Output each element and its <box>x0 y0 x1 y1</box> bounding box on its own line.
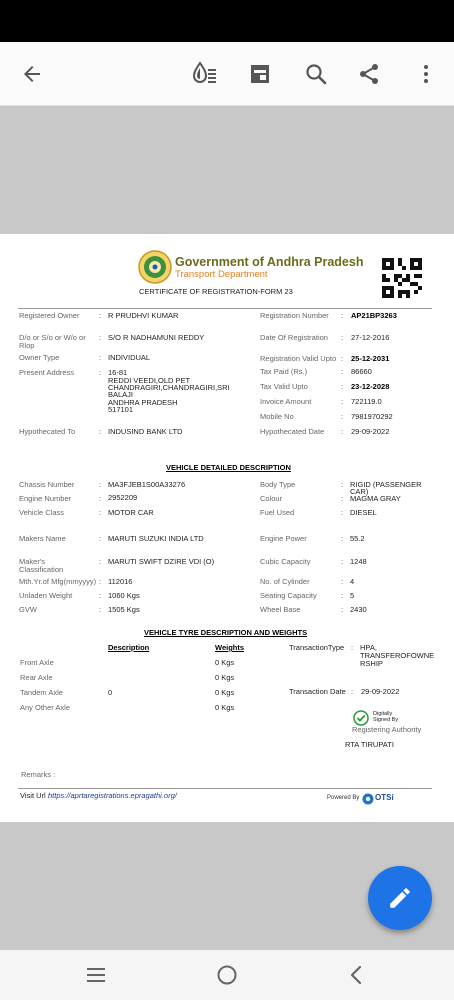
unladen-weight-label: Unladen Weight <box>19 591 73 600</box>
top-app-bar <box>0 42 454 106</box>
registered-owner-label: Registered Owner <box>19 311 80 320</box>
makers-name-value: MARUTI SUZUKI INDIA LTD <box>108 534 204 543</box>
chassis-value: MA3FJEB1S00A33276 <box>108 480 186 489</box>
otsi-logo-icon <box>362 792 374 804</box>
ap-emblem-icon <box>138 250 172 284</box>
registration-date-value: 27-12-2016 <box>351 333 390 342</box>
night-mode-icon[interactable] <box>186 56 222 92</box>
hypothecated-to-value: INDUSIND BANK LTD <box>108 427 183 436</box>
body-type-value-2: CAR) <box>350 487 369 496</box>
cubic-capacity-value: 1248 <box>350 557 367 566</box>
tax-paid-label: Tax Paid (Rs.) <box>260 367 308 376</box>
wheel-base-value: 2430 <box>350 605 367 614</box>
invoice-amount-label: Invoice Amount <box>260 397 312 406</box>
back-icon[interactable] <box>343 961 371 989</box>
mobile-value: 7981970292 <box>351 412 393 421</box>
recent-apps-icon[interactable] <box>82 961 110 989</box>
tax-valid-value: 23-12-2028 <box>351 382 390 391</box>
vehicle-section-title: VEHICLE DETAILED DESCRIPTION <box>166 463 291 472</box>
address-line: CHANDRAGIRI,CHANDRAGIRI,SRI <box>108 383 230 392</box>
axle-weight: 0 Kgs <box>215 703 235 712</box>
registration-date-label: Date Of Registration <box>260 333 328 342</box>
fuel-used-label: Fuel Used <box>260 508 295 517</box>
gvw-value: 1505 Kgs <box>108 605 140 614</box>
transaction-type-value-3: RSHIP <box>360 659 383 668</box>
rta-office-text: RTA TIRUPATI <box>345 740 394 749</box>
colour-label: Colour <box>260 494 283 503</box>
transaction-type-value: HPA, <box>360 643 377 652</box>
unladen-weight-value: 1060 Kgs <box>108 591 140 600</box>
engine-power-value: 55.2 <box>350 534 365 543</box>
transaction-type-label: TransactionType <box>289 643 345 652</box>
transaction-date-label: Transaction Date <box>289 687 346 696</box>
registering-authority-text: Registering Authority <box>352 725 422 734</box>
page-layout-icon[interactable] <box>242 56 278 92</box>
chassis-label: Chassis Number <box>19 480 75 489</box>
system-nav-bar <box>0 950 454 1000</box>
axle-label: Any Other Axle <box>20 703 71 712</box>
engine-number-label: Engine Number <box>19 494 72 503</box>
axle-label: Tandem Axle <box>20 688 63 697</box>
body-type-value: RIGID (PASSENGER <box>350 480 422 489</box>
valid-upto-value: 25-12-2031 <box>351 354 390 363</box>
address-line: 16-81 <box>108 368 128 377</box>
qr-code <box>382 258 422 298</box>
axle-weight: 0 Kgs <box>215 658 235 667</box>
otsi-logo-text: OTSi <box>375 793 394 802</box>
tax-paid-value: 86660 <box>351 367 372 376</box>
engine-number-value: 2952209 <box>108 493 138 502</box>
colour-value: MAGMA GRAY <box>350 494 401 503</box>
classification-value: MARUTI SWIFT DZIRE VDI (O) <box>108 557 215 566</box>
certificate-page: Government of Andhra Pradesh Transport Department CERTIFICATE OF REGISTRATION-FORM 23 Registered Owner : R PRUDHVI KUMAR D/o or S/o or W/o or Rlop : S/O R NADHAMUNI REDDY Owner Type : INDIVIDUAL Present Address : 16-81 REDDI VEEDI,OLD PET CHANDRAGIRI,CHANDRAGIRI,SRI BALAJI ANDHRA PRADESH 517101 Hypothecated To : INDUSIND BANK LTD Registration Number : AP21BP3263 Date Of Registration : 27-12-2016 Registration Valid Upto : 25-12-2031 Tax Paid (Rs.) : 86660 Tax Valid Upto : 23-12-2028 Invoice Amount : 722119.0 Mobile No : 7981970292 Hypothecated Date : 29-09-2022 VEHICLE DETAILED DESCRIPTION Chassis Number : MA3FJEB1S00A33276 Engine Number : 2952209 Vehicle Class : MOTOR CAR Makers Name : MARUTI SUZUKI INDIA LTD Maker's Classification : MARUTI SWIFT DZIRE VDI (O) Mth.Yr.of Mfg(mmyyyy) : 112016 Unladen Weight : 1060 Kgs GVW : 1505 Kgs Body Type : RIGID (PASSENGER CAR) Colour : MAGMA GRAY Fuel Used : DIESEL Engine Power : 55.2 Cubic Capacity : 1248 No. of Cylinder : 4 Seating Capacity : 5 Wheel Base : 2430 VEHICLE TYRE DESCRIPTION AND WEIGHTS Description Weights Front Axle 0 Kgs Rear Axle 0 Kgs Tandem Axle 0 0 Kgs Any Other Axle 0 Kgs TransactionType : HPA, TRANSFEROFOWNE RSHIP Transaction Date : 29-09-2022 Digitally Signed By Registering Authority RTA TIRUPATI Remarks : Visit Url : https://aprtaregistrations.epragathi.org/ Powered By OTSi <box>0 234 454 822</box>
edit-button[interactable] <box>368 866 432 930</box>
visit-url-link[interactable]: https://aprtaregistrations.epragathi.org/ <box>48 791 177 800</box>
powered-by-text: Powered By <box>327 795 360 801</box>
relation-label: D/o or S/o or W/o or <box>19 333 86 342</box>
address-line: BALAJI <box>108 390 134 399</box>
pencil-icon <box>387 885 413 911</box>
remarks-label: Remarks : <box>21 770 56 779</box>
vehicle-class-label: Vehicle Class <box>19 508 65 517</box>
home-icon[interactable] <box>213 961 241 989</box>
tyre-section-title: VEHICLE TYRE DESCRIPTION AND WEIGHTS <box>144 628 308 637</box>
owner-type-label: Owner Type <box>19 353 60 362</box>
axle-description: 0 <box>108 688 113 697</box>
registration-number-value: AP21BP3263 <box>351 311 397 320</box>
search-icon[interactable] <box>298 56 334 92</box>
mfg-label: Mth.Yr.of Mfg(mmyyyy) <box>19 577 97 586</box>
axle-label: Rear Axle <box>20 673 53 682</box>
weights-column-header: Weights <box>215 643 245 652</box>
description-column-header: Description <box>108 643 150 652</box>
share-icon[interactable] <box>351 56 387 92</box>
classification-label-2: Classification <box>19 565 64 574</box>
address-label: Present Address <box>19 368 75 377</box>
seating-label: Seating Capacity <box>260 591 317 600</box>
transaction-date-value: 29-09-2022 <box>361 687 400 696</box>
cylinders-label: No. of Cylinder <box>260 577 310 586</box>
vehicle-class-value: MOTOR CAR <box>108 508 154 517</box>
department-name: Transport Department <box>175 269 268 280</box>
divider <box>18 788 432 789</box>
hypothecated-date-value: 29-09-2022 <box>351 427 390 436</box>
certificate-title: CERTIFICATE OF REGISTRATION-FORM 23 <box>139 287 293 296</box>
wheel-base-label: Wheel Base <box>260 605 301 614</box>
engine-power-label: Engine Power <box>260 534 307 543</box>
transaction-type-value-2: TRANSFEROFOWNE <box>360 651 435 660</box>
relation-label-2: Rlop <box>19 341 35 350</box>
cylinders-value: 4 <box>350 577 355 586</box>
axle-label: Front Axle <box>20 658 54 667</box>
address-line: ANDHRA PRADESH <box>108 398 178 407</box>
mfg-value: 112016 <box>108 577 133 586</box>
org-name: Government of Andhra Pradesh <box>175 255 364 269</box>
fuel-used-value: DIESEL <box>350 508 377 517</box>
classification-label: Maker's <box>19 557 46 566</box>
gvw-label: GVW <box>19 605 37 614</box>
hypothecated-to-label: Hypothecated To <box>19 427 76 436</box>
relation-value: S/O R NADHAMUNI REDDY <box>108 333 205 342</box>
makers-name-label: Makers Name <box>19 534 66 543</box>
body-type-label: Body Type <box>260 480 296 489</box>
mobile-label: Mobile No <box>260 412 294 421</box>
hypothecated-date-label: Hypothecated Date <box>260 427 325 436</box>
divider <box>18 308 432 309</box>
registered-owner-value: R PRUDHVI KUMAR <box>108 311 179 320</box>
valid-upto-label: Registration Valid Upto <box>260 354 337 363</box>
axle-weight: 0 Kgs <box>215 673 235 682</box>
tax-valid-label: Tax Valid Upto <box>260 382 308 391</box>
signed-by-text: Signed By <box>373 717 399 723</box>
address-line: 517101 <box>108 405 134 414</box>
back-arrow-icon[interactable] <box>14 56 50 92</box>
seating-value: 5 <box>350 591 355 600</box>
verified-check-icon <box>353 710 369 726</box>
address-line: REDDI VEEDI,OLD PET <box>108 376 191 385</box>
digitally-signed-text: Digitally <box>373 711 393 717</box>
visit-url-label: Visit Url : <box>20 791 50 800</box>
axle-weight: 0 Kgs <box>215 688 235 697</box>
invoice-amount-value: 722119.0 <box>351 397 382 406</box>
cubic-capacity-label: Cubic Capacity <box>260 557 311 566</box>
registration-number-label: Registration Number <box>260 311 329 320</box>
owner-type-value: INDIVIDUAL <box>108 353 151 362</box>
status-bar <box>0 0 454 42</box>
more-options-icon[interactable] <box>408 56 444 92</box>
